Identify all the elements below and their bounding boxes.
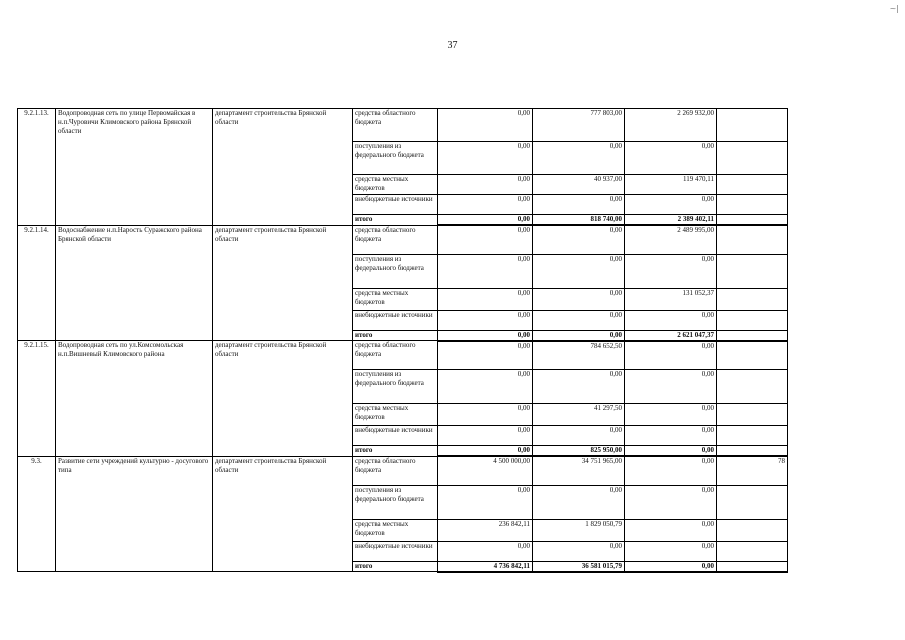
funding-source-label: поступления из федерального бюджета [353, 485, 438, 519]
item-name: Развитие сети учреждений культурно - досугового типа [56, 456, 213, 572]
amount-v1: 0,00 [438, 330, 533, 341]
extra-column-cell [717, 215, 788, 226]
amount-v3: 0,00 [625, 446, 717, 457]
amount-v1: 0,00 [438, 225, 533, 254]
extra-column-cell [717, 446, 788, 457]
amount-v2: 40 937,00 [533, 175, 625, 195]
amount-v2: 0,00 [533, 426, 625, 446]
item-code: 9.2.1.15. [18, 341, 56, 457]
funding-source-label: поступления из федерального бюджета [353, 254, 438, 288]
corner-mark: ~| [889, 4, 899, 13]
funding-source-label: итого [353, 215, 438, 226]
amount-v1: 0,00 [438, 109, 533, 142]
item-code: 9.2.1.13. [18, 109, 56, 226]
amount-v2: 0,00 [533, 485, 625, 519]
extra-column-cell [717, 254, 788, 288]
amount-v1: 0,00 [438, 485, 533, 519]
amount-v3: 0,00 [625, 404, 717, 426]
funding-source-label: средства областного бюджета [353, 456, 438, 485]
extra-column-cell [717, 561, 788, 572]
amount-v1: 0,00 [438, 288, 533, 310]
funding-source-label: поступления из федерального бюджета [353, 142, 438, 175]
funding-source-label: внебюджетные источники [353, 426, 438, 446]
amount-v2: 0,00 [533, 370, 625, 404]
amount-v1: 0,00 [438, 175, 533, 195]
amount-v3: 0,00 [625, 370, 717, 404]
amount-v3: 0,00 [625, 541, 717, 561]
amount-v2: 1 829 050,79 [533, 519, 625, 541]
funding-source-label: средства местных бюджетов [353, 175, 438, 195]
amount-v3: 0,00 [625, 142, 717, 175]
amount-v2: 825 950,00 [533, 446, 625, 457]
amount-v3: 2 489 995,00 [625, 225, 717, 254]
item-name: Водопроводная сеть по ул.Комсомольская н.п.Вишневый Климовского района [56, 341, 213, 457]
amount-v2: 818 740,00 [533, 215, 625, 226]
amount-v2: 0,00 [533, 288, 625, 310]
amount-v3: 119 470,11 [625, 175, 717, 195]
extra-column-cell [717, 541, 788, 561]
page-number: 37 [447, 40, 458, 51]
extra-column-cell [717, 195, 788, 215]
item-executor: департамент строительства Брянской области [213, 341, 353, 457]
item-name: Водоснабжение н.п.Нарость Суражского района Брянской области [56, 225, 213, 341]
budget-table [17, 108, 788, 573]
amount-v3: 0,00 [625, 341, 717, 370]
funding-source-label: внебюджетные источники [353, 195, 438, 215]
amount-v3: 131 052,37 [625, 288, 717, 310]
table-row [18, 341, 788, 370]
amount-v1: 0,00 [438, 142, 533, 175]
extra-column-cell [717, 341, 788, 370]
funding-source-label: средства местных бюджетов [353, 288, 438, 310]
amount-v1: 0,00 [438, 541, 533, 561]
amount-v2: 0,00 [533, 330, 625, 341]
amount-v3: 2 621 047,37 [625, 330, 717, 341]
extra-column-cell [717, 370, 788, 404]
amount-v2: 36 581 015,79 [533, 561, 625, 572]
funding-source-label: внебюджетные источники [353, 310, 438, 330]
extra-column-cell [717, 519, 788, 541]
amount-v1: 0,00 [438, 404, 533, 426]
amount-v3: 0,00 [625, 426, 717, 446]
funding-source-label: средства местных бюджетов [353, 519, 438, 541]
funding-source-label: средства областного бюджета [353, 109, 438, 142]
funding-source-label: внебюджетные источники [353, 541, 438, 561]
extra-column-cell [717, 310, 788, 330]
amount-v1: 0,00 [438, 341, 533, 370]
amount-v2: 34 751 965,00 [533, 456, 625, 485]
funding-source-label: средства областного бюджета [353, 225, 438, 254]
amount-v3: 0,00 [625, 456, 717, 485]
funding-source-label: итого [353, 330, 438, 341]
amount-v2: 0,00 [533, 195, 625, 215]
amount-v1: 0,00 [438, 426, 533, 446]
amount-v3: 0,00 [625, 485, 717, 519]
item-executor: департамент строительства Брянской области [213, 225, 353, 341]
amount-v3: 0,00 [625, 519, 717, 541]
item-name: Водопроводная сеть по улице Первомайская в н.п.Чуровичи Климовского района Брянской области [56, 109, 213, 226]
amount-v2: 777 803,00 [533, 109, 625, 142]
amount-v1: 236 842,11 [438, 519, 533, 541]
amount-v3: 2 389 402,11 [625, 215, 717, 226]
amount-v2: 0,00 [533, 225, 625, 254]
extra-column-cell [717, 175, 788, 195]
extra-column-cell [717, 485, 788, 519]
amount-v2: 0,00 [533, 254, 625, 288]
extra-column-cell [717, 288, 788, 310]
item-code: 9.3. [18, 456, 56, 572]
funding-source-label: итого [353, 561, 438, 572]
funding-source-label: средства местных бюджетов [353, 404, 438, 426]
amount-v1: 0,00 [438, 254, 533, 288]
amount-v1: 0,00 [438, 195, 533, 215]
extra-column-cell [717, 142, 788, 175]
table-row [18, 456, 788, 485]
amount-v3: 0,00 [625, 195, 717, 215]
extra-column-cell [717, 330, 788, 341]
extra-column-cell [717, 426, 788, 446]
extra-column-cell [717, 225, 788, 254]
amount-v3: 0,00 [625, 561, 717, 572]
funding-source-label: средства областного бюджета [353, 341, 438, 370]
amount-v1: 4 500 000,00 [438, 456, 533, 485]
amount-v1: 0,00 [438, 446, 533, 457]
item-code: 9.2.1.14. [18, 225, 56, 341]
extra-column-cell: 78 [717, 456, 788, 485]
amount-v3: 2 269 932,00 [625, 109, 717, 142]
table-row [18, 109, 788, 142]
amount-v3: 0,00 [625, 254, 717, 288]
item-executor: департамент строительства Брянской области [213, 109, 353, 226]
amount-v1: 0,00 [438, 215, 533, 226]
amount-v1: 4 736 842,11 [438, 561, 533, 572]
amount-v2: 0,00 [533, 142, 625, 175]
funding-source-label: поступления из федерального бюджета [353, 370, 438, 404]
amount-v2: 0,00 [533, 310, 625, 330]
amount-v1: 0,00 [438, 370, 533, 404]
amount-v2: 41 297,50 [533, 404, 625, 426]
amount-v2: 784 652,50 [533, 341, 625, 370]
extra-column-cell [717, 404, 788, 426]
item-executor: департамент строительства Брянской области [213, 456, 353, 572]
funding-source-label: итого [353, 446, 438, 457]
table-row [18, 225, 788, 254]
extra-column-cell [717, 109, 788, 142]
amount-v2: 0,00 [533, 541, 625, 561]
amount-v1: 0,00 [438, 310, 533, 330]
amount-v3: 0,00 [625, 310, 717, 330]
